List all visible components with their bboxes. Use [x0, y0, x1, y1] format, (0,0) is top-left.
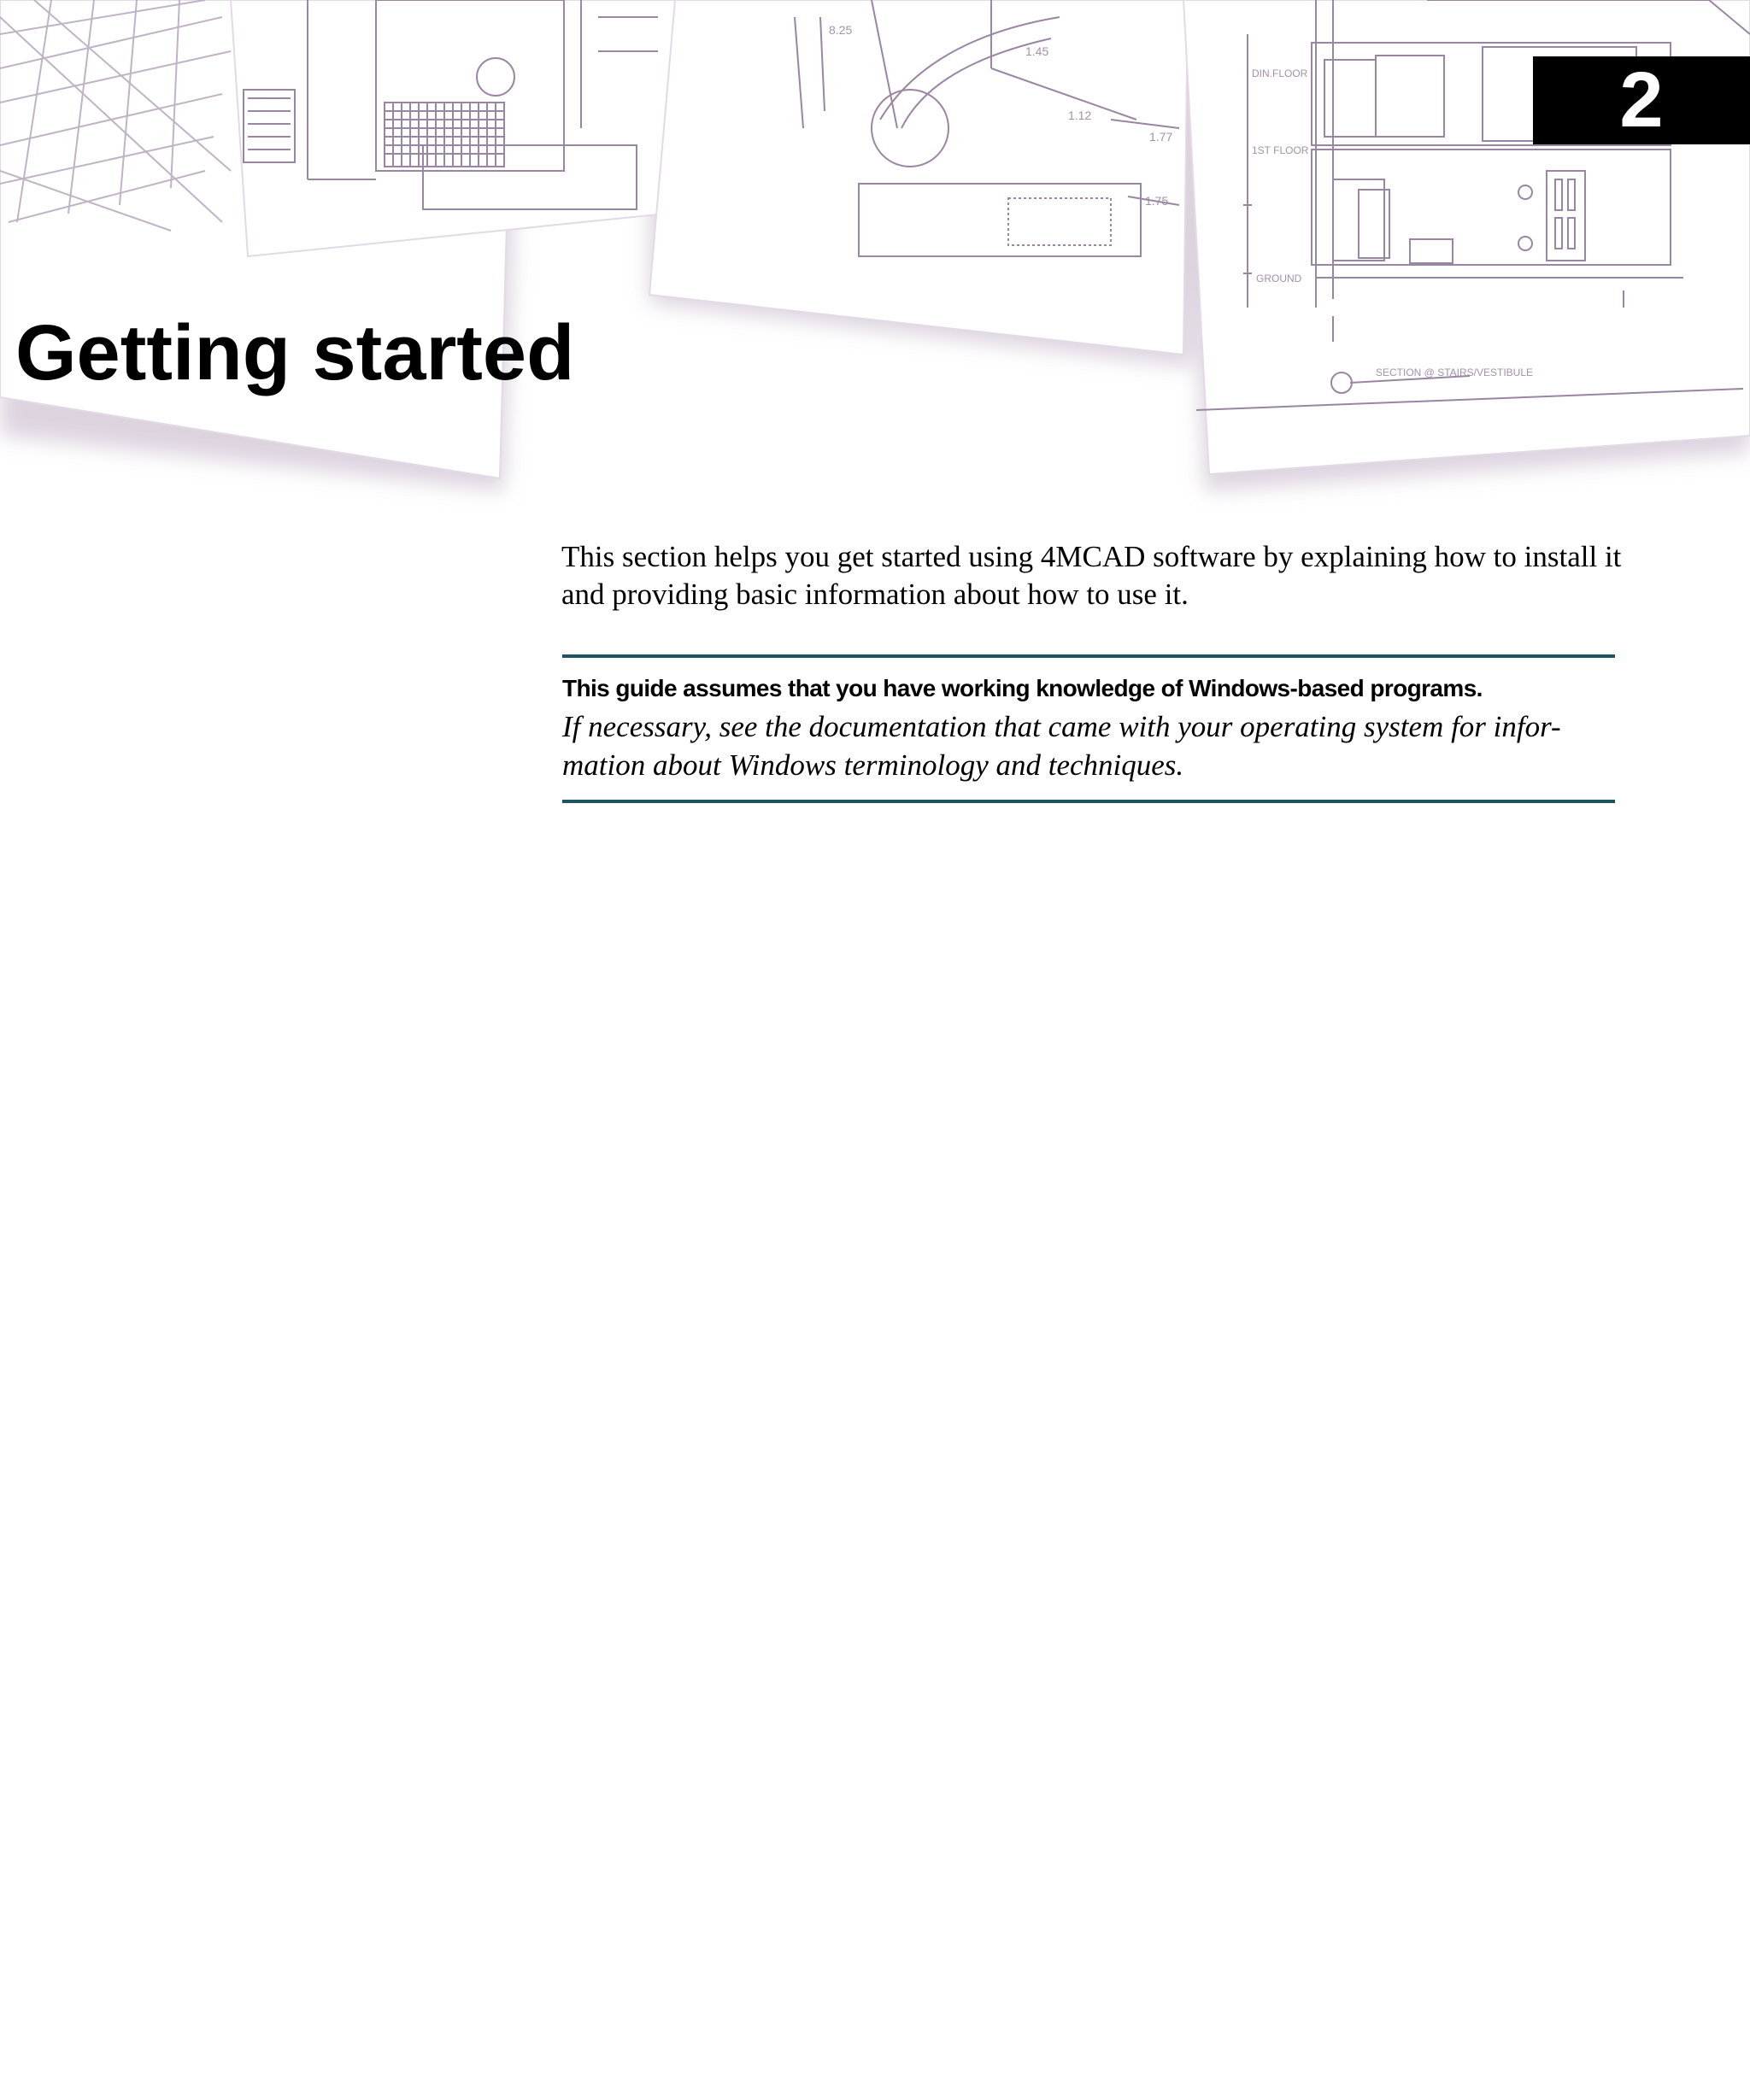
svg-text:DIN.FLOOR: DIN.FLOOR — [1252, 67, 1308, 79]
svg-text:SECTION @ STAIRS/VESTIBULE: SECTION @ STAIRS/VESTIBULE — [1376, 367, 1533, 378]
svg-text:1.45: 1.45 — [1025, 44, 1049, 58]
note-heading: This guide assumes that you have working knowledge of Windows-based programs. — [562, 675, 1483, 701]
svg-text:1ST FLOOR: 1ST FLOOR — [1252, 144, 1309, 156]
svg-text:1.75: 1.75 — [1145, 194, 1169, 208]
blueprint-collage-image — [0, 0, 1750, 513]
chapter-number: 2 — [1619, 56, 1664, 144]
svg-text:8.25: 8.25 — [829, 23, 853, 37]
intro-paragraph: This section helps you get started using 4MCAD software by explaining how to install it and providing basic information about how to use it. — [561, 540, 1622, 611]
drawing-sheet-center — [649, 0, 1188, 355]
chapter-number-tab — [1533, 56, 1750, 144]
note-body: If necessary, see the documentation that came with your operating system for infor-mation about Windows terminology and techniques. — [562, 710, 1561, 782]
chapter-title: Getting started — [15, 309, 575, 396]
note-box — [562, 654, 1615, 803]
svg-text:GROUND: GROUND — [1256, 273, 1302, 284]
svg-text:1.77: 1.77 — [1149, 130, 1173, 144]
svg-text:1.12: 1.12 — [1068, 109, 1092, 122]
